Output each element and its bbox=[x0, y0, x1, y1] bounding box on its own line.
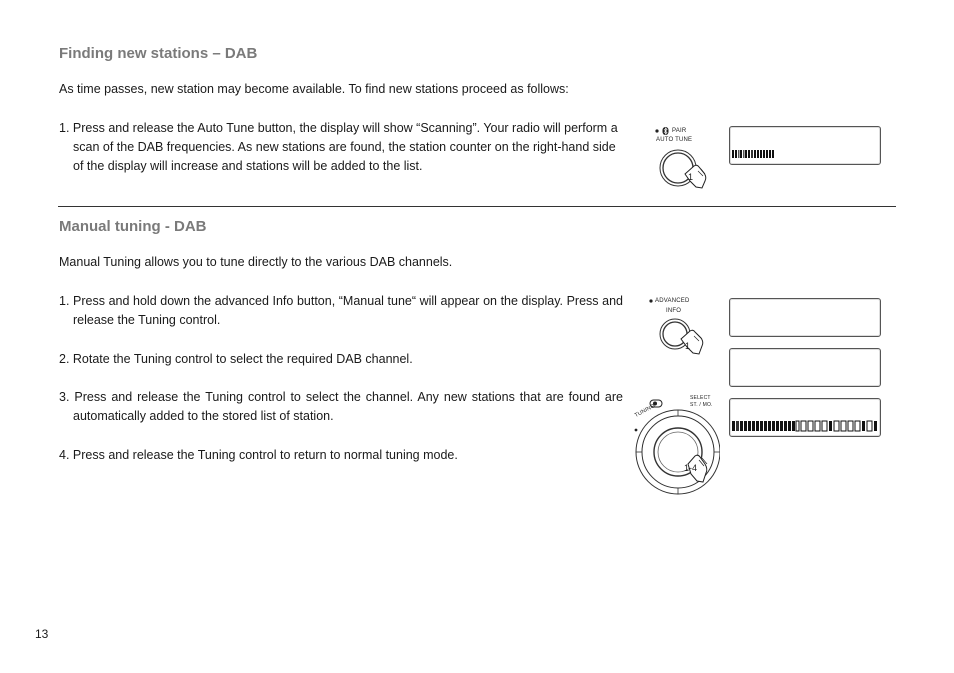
advanced-label: ADVANCED bbox=[655, 298, 690, 304]
lcd-display-manual-tune bbox=[729, 298, 881, 337]
tuning-label: TUNING bbox=[633, 403, 657, 419]
info-button-icon bbox=[647, 296, 717, 368]
section-intro: As time passes, new station may become available. To find new stations proceed as follows: bbox=[59, 82, 569, 96]
section-divider bbox=[58, 206, 896, 207]
manual-step-3: 3. Press and release the Tuning control to select the channel. Any new stations that are found are automatically added to the stored list of station. bbox=[59, 390, 623, 424]
tuning-knob-illustration bbox=[628, 394, 720, 498]
auto-tune-button-illustration bbox=[652, 124, 722, 196]
manual-tuning-intro: Manual Tuning allows you to tune directly to the various DAB channels. bbox=[59, 255, 453, 269]
auto-tune-label: AUTO TUNE bbox=[656, 137, 693, 143]
lcd-channel-bar-icon bbox=[732, 420, 878, 432]
st-mo-label: ST. / MO. bbox=[690, 402, 713, 408]
pair-label: PAIR bbox=[672, 128, 687, 134]
manual-step-2: 2. Rotate the Tuning control to select the required DAB channel. bbox=[59, 352, 413, 366]
manual-step-1: 1. Press and hold down the advanced Info button, “Manual tune“ will appear on the display. Press and release the Tuning control. bbox=[59, 294, 623, 328]
info-step-number-badge: 1 bbox=[685, 341, 691, 351]
step-number-badge: 1 bbox=[688, 172, 694, 182]
info-label: INFO bbox=[666, 308, 682, 314]
knob-step-number-badge: 1-4 bbox=[684, 463, 698, 473]
lcd-scan-progress-icon bbox=[732, 149, 776, 159]
section-heading-manual-tuning: Manual tuning - DAB bbox=[59, 218, 207, 235]
select-label: SELECT bbox=[690, 395, 711, 401]
page-number: 13 bbox=[35, 627, 49, 641]
info-button-illustration bbox=[647, 296, 717, 368]
auto-tune-button-icon bbox=[652, 124, 722, 196]
section-heading-finding-stations: Finding new stations – DAB bbox=[59, 45, 258, 62]
lcd-display-channel-scan bbox=[729, 398, 881, 437]
lcd-display-scanning bbox=[729, 126, 881, 165]
step-1-auto-tune: 1. Press and release the Auto Tune button, the display will show “Scanning”. Your radio will perform a scan of the DAB frequencies. As new stations are found, the station counter on the right-hand side of the display will increase and stations will be added to the list. bbox=[59, 121, 618, 174]
manual-step-4: 4. Press and release the Tuning control to return to normal tuning mode. bbox=[59, 448, 458, 462]
lcd-display-channel-select bbox=[729, 348, 881, 387]
